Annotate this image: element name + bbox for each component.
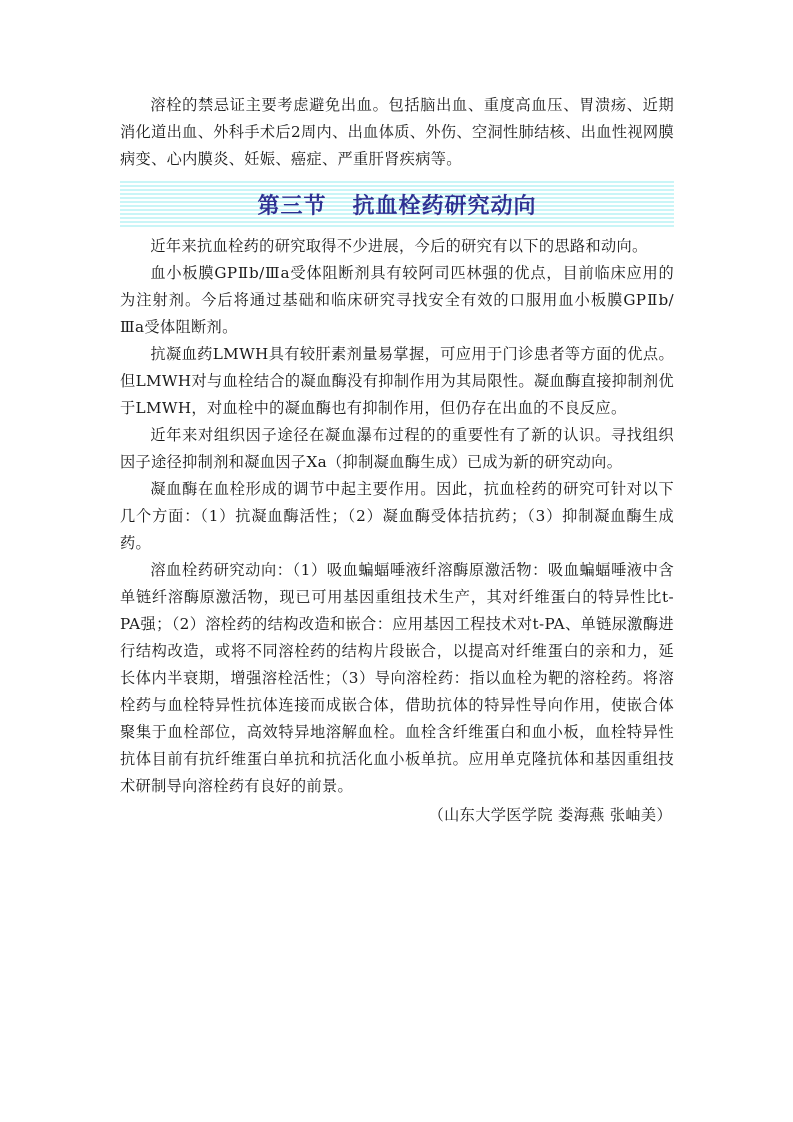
intro-paragraph: 溶栓的禁忌证主要考虑避免出血。包括脑出血、重度高血压、胃溃疡、近期消化道出血、外科手术后2周内、出血体质、外伤、空洞性肺结核、出血性视网膜病变、心内膜炎、妊娠、癌症、严重肝肾疾病等。 [120, 96, 674, 168]
section-title: 抗血栓药研究动向 [352, 193, 537, 219]
paragraph-tissue-factor: 近年来对组织因子途径在凝血瀑布过程的的重要性有了新的认识。寻找组织因子途径抑制剂和凝血因子Ⅹa（抑制凝血酶生成）已成为新的研究动向。 [120, 426, 674, 471]
paragraph-thrombolytics: 溶血栓药研究动向：（1）吸血蝙蝠唾液纤溶酶原激活物：吸血蝙蝠唾液中含单链纤溶酶原激活物，现已可用基因重组技术生产，其对纤维蛋白的特异性比t-PA强；（2）溶栓药的结构改造和嵌合：应用基因工程技术对t-PA、单链尿激酶进行结构改造，或将不同溶栓药的结构片段嵌合，以提高对纤维蛋白的亲和力，延长体内半衰期，增强溶栓活性；（3）导向溶栓药：指以血栓为靶的溶栓药。将溶栓药与血栓特异性抗体连接而成嵌合体，借助抗体的特异性导向作用，使嵌合体聚集于血栓部位，高效特异地溶解血栓。血栓含纤维蛋白和血小板，血栓特异性抗体目前有抗纤维蛋白单抗和抗活化血小板单抗。应用单克隆抗体和基因重组技术研制导向溶栓药有良好的前景。 [120, 561, 674, 795]
paragraph-overview: 近年来抗血栓药的研究取得不少进展，今后的研究有以下的思路和动向。 [150, 237, 648, 255]
section-heading-band [120, 179, 674, 229]
author-signature: （山东大学医学院 娄海燕 张岫美） [428, 806, 672, 824]
document-page [120, 92, 674, 829]
section-number: 第三节 [257, 193, 327, 219]
paragraph-thrombin: 凝血酶在血栓形成的调节中起主要作用。因此，抗血栓药的研究可针对以下几个方面：（1）抗凝血酶活性；（2）凝血酶受体拮抗药；（3）抑制凝血酶生成药。 [120, 480, 674, 552]
paragraph-gp-receptor-blockers: 血小板膜GPⅡb/Ⅲa受体阻断剂具有较阿司匹林强的优点，目前临床应用的为注射剂。今后将通过基础和临床研究寻找安全有效的口服用血小板膜GPⅡb/Ⅲa受体阻断剂。 [120, 264, 674, 336]
section-heading [253, 189, 540, 220]
paragraph-lmwh: 抗凝血药LMWH具有较肝素剂量易掌握，可应用于门诊患者等方面的优点。但LMWH对与血栓结合的凝血酶没有抑制作用为其局限性。凝血酶直接抑制剂优于LMWH，对血栓中的凝血酶也有抑制作用，但仍存在出血的不良反应。 [120, 345, 674, 417]
